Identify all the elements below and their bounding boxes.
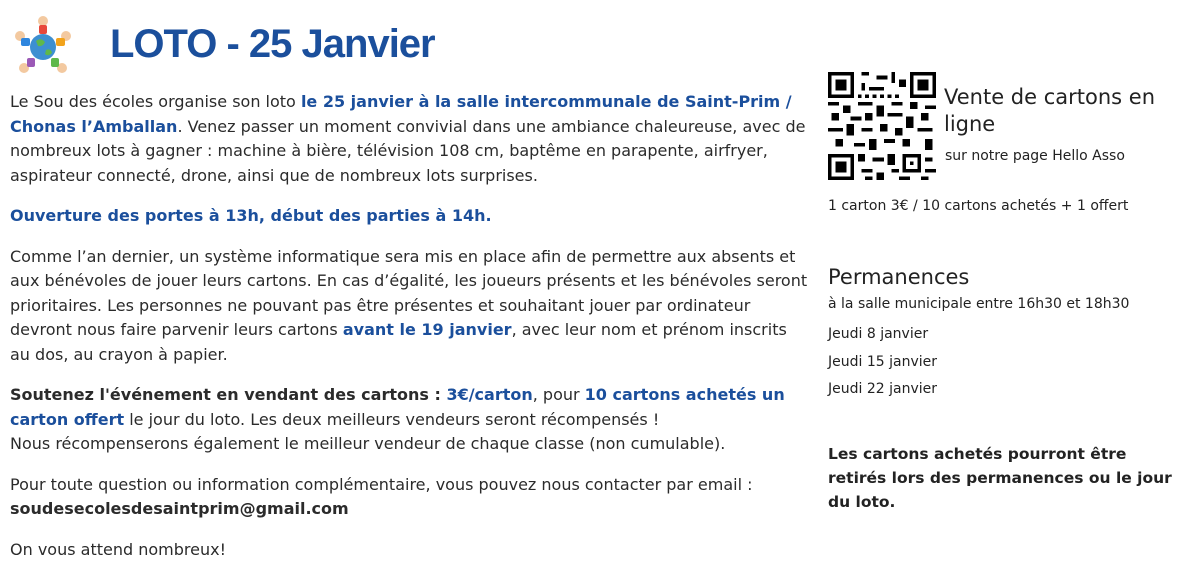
deadline: avant le 19 janvier [342,320,512,339]
permanence-date: Jeudi 8 janvier [828,326,929,342]
permanence-date: Jeudi 15 janvier [828,353,937,370]
intro-text-rest: . Venez passer un moment convivial dans une ambiance chaleureuse, avec de nombreux lots à gagner : machine à bière, télévision 108 cm, baptême en parapente, airfryer, aspirateur connecté, drone, ainsi que de nombreux lots surprises. [10,116,806,185]
contact-paragraph [10,473,808,522]
event-date-location: le 25 janvier à la salle intercommunale de Saint-Prim / Chonas l’Amballan [10,92,792,136]
permanence-dates [828,326,937,409]
sell-paragraph [10,383,808,457]
intro-text: Le Sou des écoles organise son loto [10,92,301,111]
remote-text-rest: , avec leur nom et prénom inscrits au dos, au crayon à papier. [10,320,787,364]
card-price: 3€/carton [446,385,533,404]
permanence-date: Jeudi 22 janvier [828,381,937,397]
school-logo-icon [10,14,76,80]
card-pricing: 1 carton 3€ / 10 cartons achetés + 1 offert [828,198,1129,214]
intro-paragraph [10,90,808,188]
sell-text-rest: le jour du loto. Les deux meilleurs vendeurs seront récompensés ! [124,409,660,429]
sell-lead: Soutenez l'événement en vendant des cartons : [10,385,447,404]
page-title: LOTO - 25 Janvier [110,22,435,66]
hello-asso-link[interactable]: sur notre page Hello Asso [945,148,1125,164]
online-sale-title: Vente de cartons en ligne [944,85,1156,136]
qr-code-icon[interactable] [828,72,936,180]
closing-text: On vous attend nombreux! [10,539,226,559]
card-offer: 10 cartons achetés un carton offert [10,385,785,429]
pickup-note: Les cartons achetés pourront être retirés lors des permanences ou le jour du loto. [828,445,1172,511]
remote-play-paragraph [10,245,808,368]
remote-text: Comme l’an dernier, un système informatique sera mis en place afin de permettre aux absents et aux bénévoles de jouer leurs cartons. En cas d’égalité, les joueurs présents et les bénévoles seront prioritaires. Les personnes ne pouvant pas être présentes et souhaitant jouer par ordinateur devront nous faire parvenir leurs cartons [10,246,808,339]
contact-text: Pour toute question ou information complémentaire, vous pouvez nous contacter par email : [10,474,753,494]
main-content [10,90,808,578]
sell-class-reward: Nous récompenserons également le meilleur vendeur de chaque classe (non cumulable). [10,434,726,453]
sell-text: , pour [532,385,585,404]
opening-hours: Ouverture des portes à 13h, début des parties à 14h. [10,206,492,225]
contact-email[interactable]: soudesecolesdesaintprim@gmail.com [10,499,349,518]
permanences-title: Permanences [828,265,970,289]
permanences-location: à la salle municipale entre 16h30 et 18h30 [828,296,1130,312]
